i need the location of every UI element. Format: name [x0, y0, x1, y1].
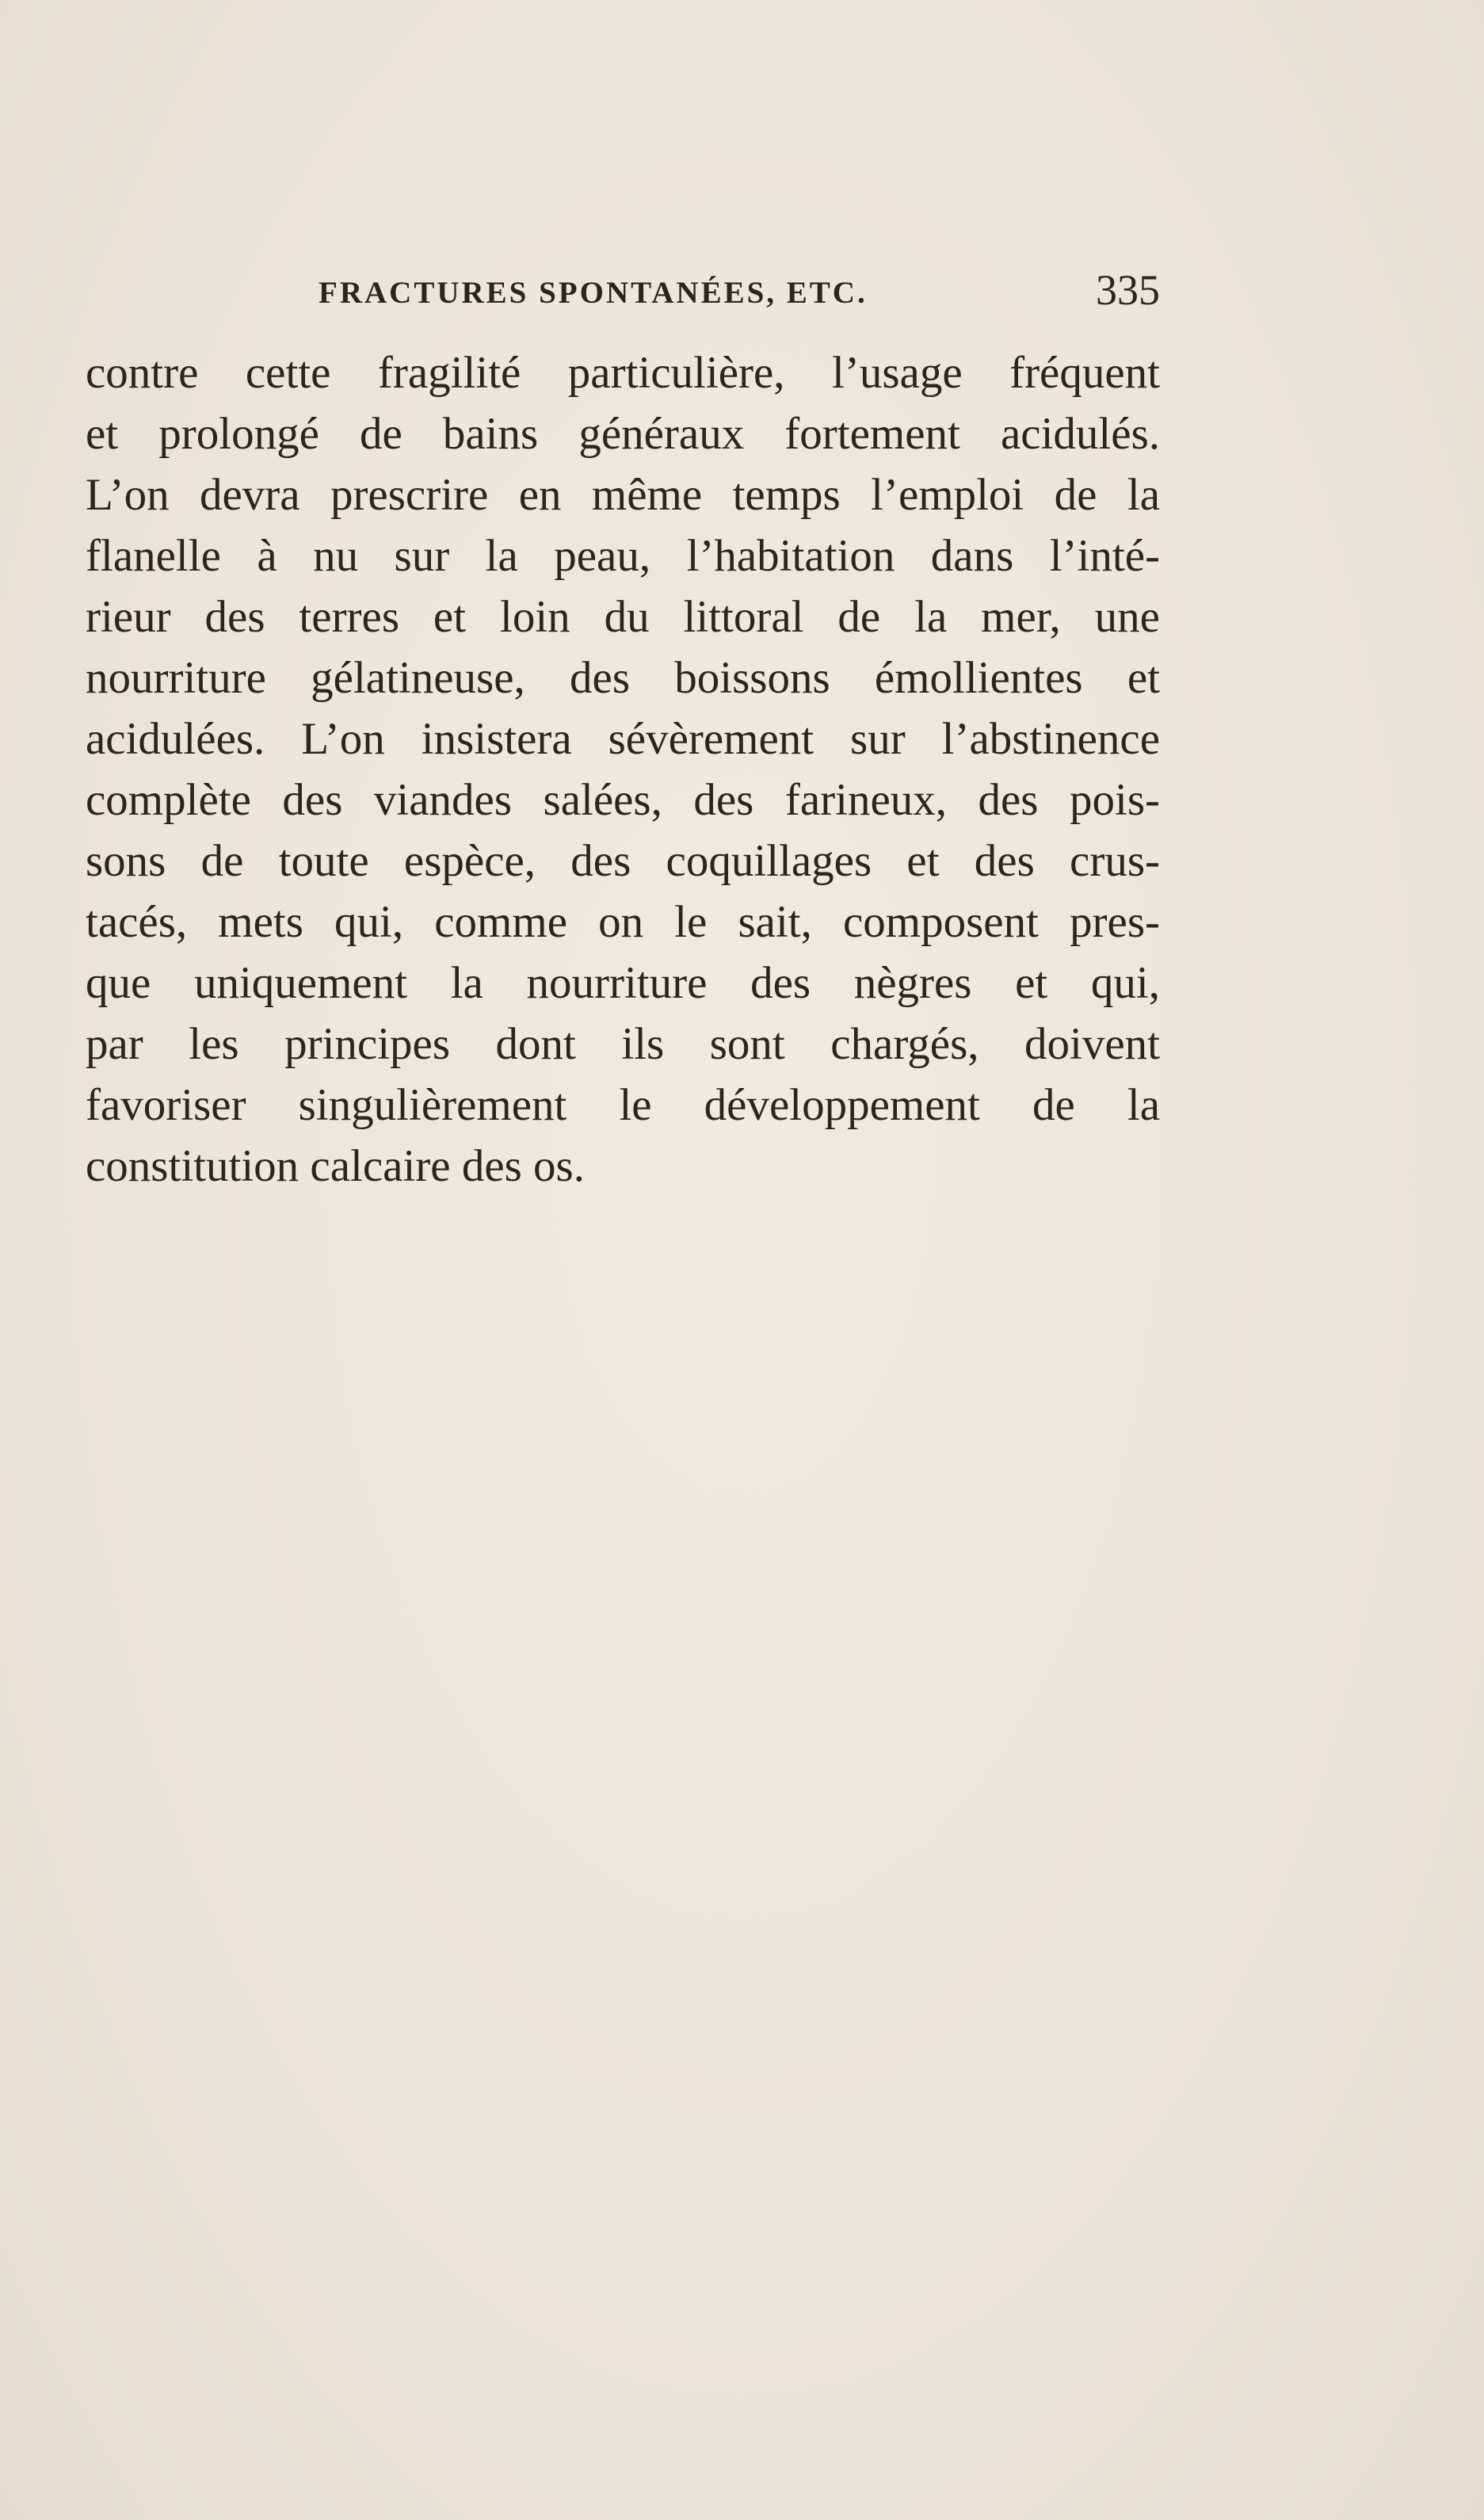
- text-line: complète des viandes salées, des farineux, des pois-: [86, 775, 1160, 825]
- bleed-through-texture: [87, 1236, 1196, 2266]
- text-line: favoriser singulièrement le développement de la: [86, 1080, 1160, 1130]
- text-line: tacés, mets qui, comme on le sait, composent pres-: [86, 897, 1160, 947]
- page-header: [319, 266, 1160, 317]
- text-line: acidulées. L’on insistera sévèrement sur l’abstinence: [86, 714, 1160, 764]
- text-line: flanelle à nu sur la peau, l’habitation dans l’inté-: [86, 531, 1160, 581]
- page-number: 335: [1096, 266, 1160, 314]
- body-paragraph: [86, 342, 1160, 1197]
- text-line: que uniquement la nourriture des nègres et qui,: [86, 958, 1160, 1008]
- text-line: nourriture gélatineuse, des boissons émollientes et: [86, 653, 1160, 703]
- text-line: sons de toute espèce, des coquillages et des crus-: [86, 836, 1160, 886]
- text-line: et prolongé de bains généraux fortement acidulés.: [86, 409, 1160, 459]
- text-line: constitution calcaire des os.: [86, 1141, 585, 1191]
- text-line: contre cette fragilité particulière, l’usage fréquent: [86, 348, 1160, 398]
- running-title: FRACTURES SPONTANÉES, ETC.: [319, 276, 868, 310]
- text-line: L’on devra prescrire en même temps l’emploi de la: [86, 470, 1160, 520]
- text-line: rieur des terres et loin du littoral de la mer, une: [86, 592, 1160, 642]
- text-line: par les principes dont ils sont chargés, doivent: [86, 1019, 1160, 1069]
